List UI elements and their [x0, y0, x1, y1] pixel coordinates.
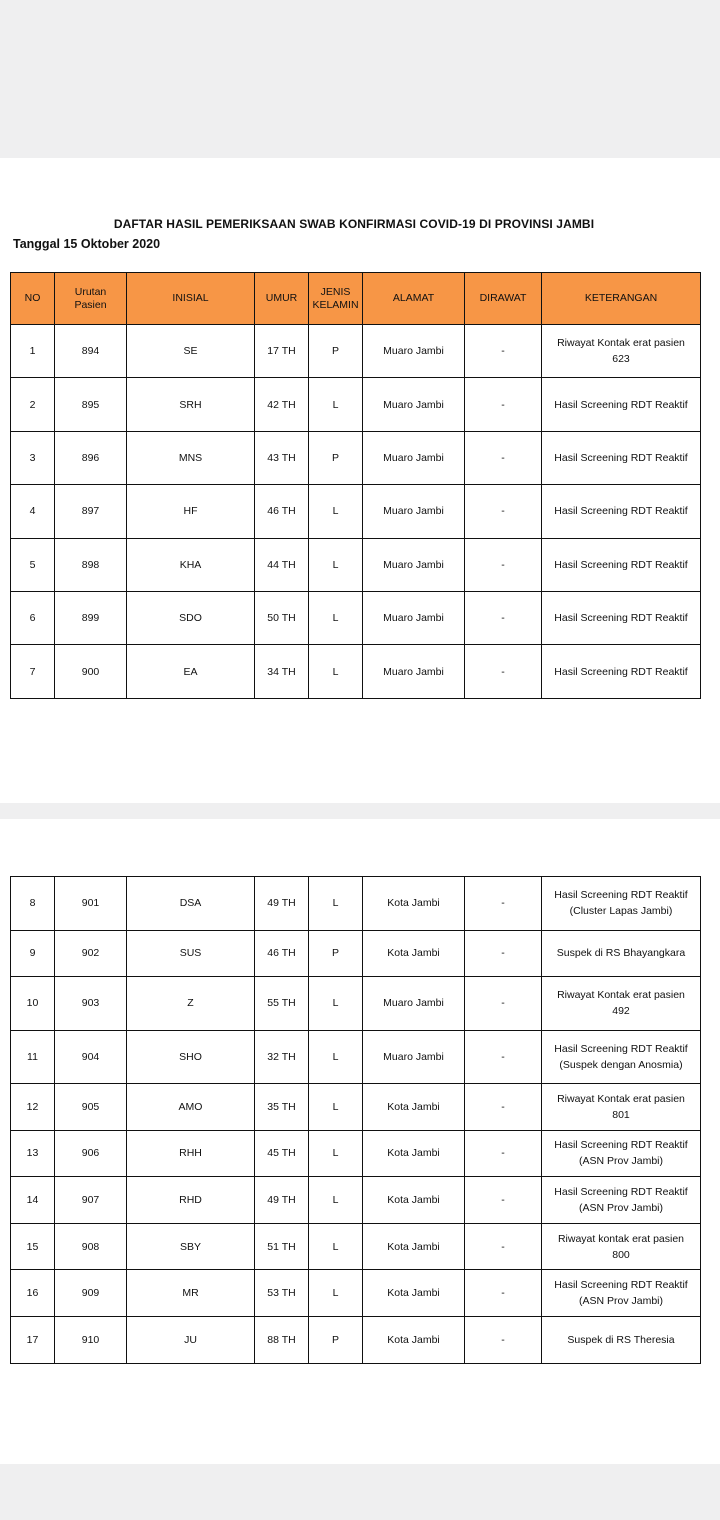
cell-dirawat: - [465, 538, 542, 591]
cell-jenis-kelamin: P [309, 1317, 363, 1364]
cell-alamat: Kota Jambi [363, 930, 465, 977]
header-alamat: ALAMAT [363, 273, 465, 325]
cell-umur: 50 TH [255, 591, 309, 644]
cell-umur: 43 TH [255, 431, 309, 484]
cell-umur: 53 TH [255, 1270, 309, 1317]
header-inisial: INISIAL [127, 273, 255, 325]
cell-keterangan [542, 977, 701, 1031]
keterangan-line1: Hasil Screening RDT Reaktif [554, 558, 688, 571]
cell-alamat: Kota Jambi [363, 1317, 465, 1364]
cell-keterangan [542, 1030, 701, 1084]
header-urutan-line1: Urutan [74, 285, 107, 298]
cell-alamat: Kota Jambi [363, 1084, 465, 1131]
keterangan-line1: Riwayat Kontak erat pasien [557, 989, 685, 1002]
keterangan-line1: Hasil Screening RDT Reaktif [554, 1186, 688, 1199]
cell-dirawat: - [465, 378, 542, 431]
keterangan-line1: Riwayat Kontak erat pasien [557, 337, 685, 350]
cell-alamat: Muaro Jambi [363, 538, 465, 591]
cell-urutan: 899 [55, 591, 127, 644]
cell-umur: 35 TH [255, 1084, 309, 1131]
cell-no: 15 [11, 1223, 55, 1270]
cell-alamat: Muaro Jambi [363, 485, 465, 538]
cell-dirawat: - [465, 1317, 542, 1364]
cell-no: 5 [11, 538, 55, 591]
cell-umur: 49 TH [255, 1177, 309, 1224]
keterangan-line2: 800 [612, 1248, 630, 1261]
header-urutan-line2: Pasien [74, 298, 107, 311]
cell-keterangan [542, 1084, 701, 1131]
cell-urutan: 898 [55, 538, 127, 591]
keterangan-line1: Riwayat Kontak erat pasien [557, 1092, 685, 1105]
cell-inisial: DSA [127, 877, 255, 931]
cell-alamat: Muaro Jambi [363, 325, 465, 378]
table-row [11, 538, 701, 591]
cell-inisial: MR [127, 1270, 255, 1317]
keterangan-line2: 492 [612, 1005, 630, 1018]
table-row [11, 378, 701, 431]
cell-umur: 88 TH [255, 1317, 309, 1364]
cell-inisial: EA [127, 645, 255, 698]
cell-urutan: 905 [55, 1084, 127, 1131]
patient-table-page-2 [10, 876, 701, 1364]
cell-inisial: SRH [127, 378, 255, 431]
document-date: Tanggal 15 Oktober 2020 [13, 237, 161, 251]
keterangan-line2: (Cluster Lapas Jambi) [569, 905, 673, 918]
cell-umur: 46 TH [255, 485, 309, 538]
cell-jenis-kelamin: L [309, 538, 363, 591]
table-row [11, 1030, 701, 1084]
cell-jenis-kelamin: L [309, 645, 363, 698]
cell-keterangan [542, 877, 701, 931]
cell-inisial: JU [127, 1317, 255, 1364]
header-dirawat: DIRAWAT [465, 273, 542, 325]
cell-keterangan [542, 591, 701, 644]
table-row [11, 1130, 701, 1177]
cell-no: 1 [11, 325, 55, 378]
table-header-row [11, 273, 701, 325]
keterangan-line1: Hasil Screening RDT Reaktif [554, 505, 688, 518]
cell-dirawat: - [465, 1270, 542, 1317]
cell-urutan: 894 [55, 325, 127, 378]
cell-dirawat: - [465, 1030, 542, 1084]
cell-urutan: 895 [55, 378, 127, 431]
cell-keterangan [542, 431, 701, 484]
table-row [11, 930, 701, 977]
header-urutan-pasien [55, 273, 127, 325]
cell-dirawat: - [465, 977, 542, 1031]
cell-no: 13 [11, 1130, 55, 1177]
cell-dirawat: - [465, 325, 542, 378]
cell-keterangan [542, 1270, 701, 1317]
cell-umur: 55 TH [255, 977, 309, 1031]
cell-inisial: Z [127, 977, 255, 1031]
keterangan-line2: 623 [612, 353, 630, 366]
cell-urutan: 904 [55, 1030, 127, 1084]
keterangan-line1: Hasil Screening RDT Reaktif [554, 889, 688, 902]
cell-inisial: HF [127, 485, 255, 538]
cell-alamat: Kota Jambi [363, 877, 465, 931]
cell-no: 7 [11, 645, 55, 698]
cell-alamat: Kota Jambi [363, 1270, 465, 1317]
table-row [11, 1223, 701, 1270]
cell-inisial: AMO [127, 1084, 255, 1131]
cell-umur: 17 TH [255, 325, 309, 378]
cell-no: 17 [11, 1317, 55, 1364]
cell-dirawat: - [465, 485, 542, 538]
cell-keterangan [542, 1130, 701, 1177]
header-jenis-line2: KELAMIN [312, 298, 359, 311]
keterangan-line1: Hasil Screening RDT Reaktif [554, 398, 688, 411]
cell-keterangan [542, 645, 701, 698]
cell-alamat: Muaro Jambi [363, 378, 465, 431]
cell-jenis-kelamin: P [309, 930, 363, 977]
cell-dirawat: - [465, 1084, 542, 1131]
header-jenis-line1: JENIS [320, 285, 351, 298]
cell-keterangan [542, 378, 701, 431]
cell-no: 2 [11, 378, 55, 431]
cell-inisial: MNS [127, 431, 255, 484]
cell-jenis-kelamin: L [309, 1223, 363, 1270]
cell-keterangan [542, 1177, 701, 1224]
cell-urutan: 901 [55, 877, 127, 931]
keterangan-line1: Hasil Screening RDT Reaktif [554, 451, 688, 464]
cell-jenis-kelamin: L [309, 485, 363, 538]
table-row [11, 1317, 701, 1364]
header-jenis-kelamin [309, 273, 363, 325]
patient-table-page-1 [10, 272, 701, 699]
cell-umur: 44 TH [255, 538, 309, 591]
keterangan-line1: Riwayat kontak erat pasien [557, 1232, 685, 1245]
cell-keterangan [542, 485, 701, 538]
table-row [11, 325, 701, 378]
cell-dirawat: - [465, 431, 542, 484]
cell-keterangan [542, 930, 701, 977]
cell-urutan: 903 [55, 977, 127, 1031]
keterangan-line2: (ASN Prov Jambi) [578, 1202, 663, 1215]
cell-jenis-kelamin: L [309, 977, 363, 1031]
cell-urutan: 902 [55, 930, 127, 977]
cell-urutan: 906 [55, 1130, 127, 1177]
cell-keterangan [542, 325, 701, 378]
cell-no: 3 [11, 431, 55, 484]
cell-jenis-kelamin: L [309, 1130, 363, 1177]
cell-umur: 42 TH [255, 378, 309, 431]
cell-alamat: Muaro Jambi [363, 645, 465, 698]
header-umur: UMUR [255, 273, 309, 325]
table-row [11, 431, 701, 484]
cell-urutan: 896 [55, 431, 127, 484]
cell-no: 4 [11, 485, 55, 538]
cell-dirawat: - [465, 645, 542, 698]
document-title: DAFTAR HASIL PEMERIKSAAN SWAB KONFIRMASI COVID-19 DI PROVINSI JAMBI [113, 217, 595, 231]
table-row [11, 1084, 701, 1131]
cell-umur: 51 TH [255, 1223, 309, 1270]
cell-umur: 49 TH [255, 877, 309, 931]
keterangan-line1: Hasil Screening RDT Reaktif [554, 1279, 688, 1292]
cell-no: 14 [11, 1177, 55, 1224]
keterangan-line1: Suspek di RS Theresia [567, 1333, 675, 1346]
cell-alamat: Muaro Jambi [363, 591, 465, 644]
cell-jenis-kelamin: P [309, 431, 363, 484]
cell-inisial: SE [127, 325, 255, 378]
table-body-page-2 [11, 877, 701, 1364]
cell-umur: 46 TH [255, 930, 309, 977]
cell-alamat: Muaro Jambi [363, 977, 465, 1031]
cell-umur: 45 TH [255, 1130, 309, 1177]
table-body-page-1 [11, 325, 701, 699]
cell-no: 6 [11, 591, 55, 644]
cell-alamat: Kota Jambi [363, 1130, 465, 1177]
keterangan-line1: Hasil Screening RDT Reaktif [554, 612, 688, 625]
cell-inisial: RHD [127, 1177, 255, 1224]
cell-alamat: Muaro Jambi [363, 1030, 465, 1084]
cell-no: 16 [11, 1270, 55, 1317]
keterangan-line2: (ASN Prov Jambi) [578, 1295, 663, 1308]
cell-jenis-kelamin: P [309, 325, 363, 378]
table-row [11, 1270, 701, 1317]
cell-dirawat: - [465, 877, 542, 931]
table-row [11, 1177, 701, 1224]
table-row [11, 645, 701, 698]
cell-no: 8 [11, 877, 55, 931]
header-no: NO [11, 273, 55, 325]
cell-keterangan [542, 538, 701, 591]
cell-inisial: SDO [127, 591, 255, 644]
cell-jenis-kelamin: L [309, 1030, 363, 1084]
cell-umur: 32 TH [255, 1030, 309, 1084]
cell-jenis-kelamin: L [309, 1084, 363, 1131]
cell-inisial: SUS [127, 930, 255, 977]
cell-no: 12 [11, 1084, 55, 1131]
cell-urutan: 907 [55, 1177, 127, 1224]
cell-alamat: Kota Jambi [363, 1177, 465, 1224]
cell-urutan: 910 [55, 1317, 127, 1364]
cell-no: 10 [11, 977, 55, 1031]
cell-jenis-kelamin: L [309, 877, 363, 931]
keterangan-line2: (ASN Prov Jambi) [578, 1155, 663, 1168]
cell-alamat: Muaro Jambi [363, 431, 465, 484]
table-row [11, 591, 701, 644]
cell-urutan: 897 [55, 485, 127, 538]
cell-keterangan [542, 1223, 701, 1270]
keterangan-line2: 801 [612, 1108, 630, 1121]
cell-dirawat: - [465, 1223, 542, 1270]
cell-dirawat: - [465, 1177, 542, 1224]
cell-urutan: 908 [55, 1223, 127, 1270]
cell-no: 11 [11, 1030, 55, 1084]
table-row [11, 877, 701, 931]
keterangan-line1: Suspek di RS Bhayangkara [556, 947, 686, 960]
cell-dirawat: - [465, 930, 542, 977]
cell-umur: 34 TH [255, 645, 309, 698]
cell-jenis-kelamin: L [309, 378, 363, 431]
keterangan-line2: (Suspek dengan Anosmia) [559, 1058, 683, 1071]
table-row [11, 485, 701, 538]
table-row [11, 977, 701, 1031]
cell-dirawat: - [465, 1130, 542, 1177]
cell-inisial: RHH [127, 1130, 255, 1177]
keterangan-line1: Hasil Screening RDT Reaktif [554, 665, 688, 678]
cell-no: 9 [11, 930, 55, 977]
header-keterangan: KETERANGAN [542, 273, 701, 325]
cell-inisial: SBY [127, 1223, 255, 1270]
cell-inisial: SHO [127, 1030, 255, 1084]
cell-jenis-kelamin: L [309, 591, 363, 644]
cell-alamat: Kota Jambi [363, 1223, 465, 1270]
cell-inisial: KHA [127, 538, 255, 591]
cell-urutan: 909 [55, 1270, 127, 1317]
keterangan-line1: Hasil Screening RDT Reaktif [554, 1042, 688, 1055]
cell-jenis-kelamin: L [309, 1177, 363, 1224]
cell-urutan: 900 [55, 645, 127, 698]
cell-keterangan [542, 1317, 701, 1364]
keterangan-line1: Hasil Screening RDT Reaktif [554, 1139, 688, 1152]
cell-jenis-kelamin: L [309, 1270, 363, 1317]
cell-dirawat: - [465, 591, 542, 644]
